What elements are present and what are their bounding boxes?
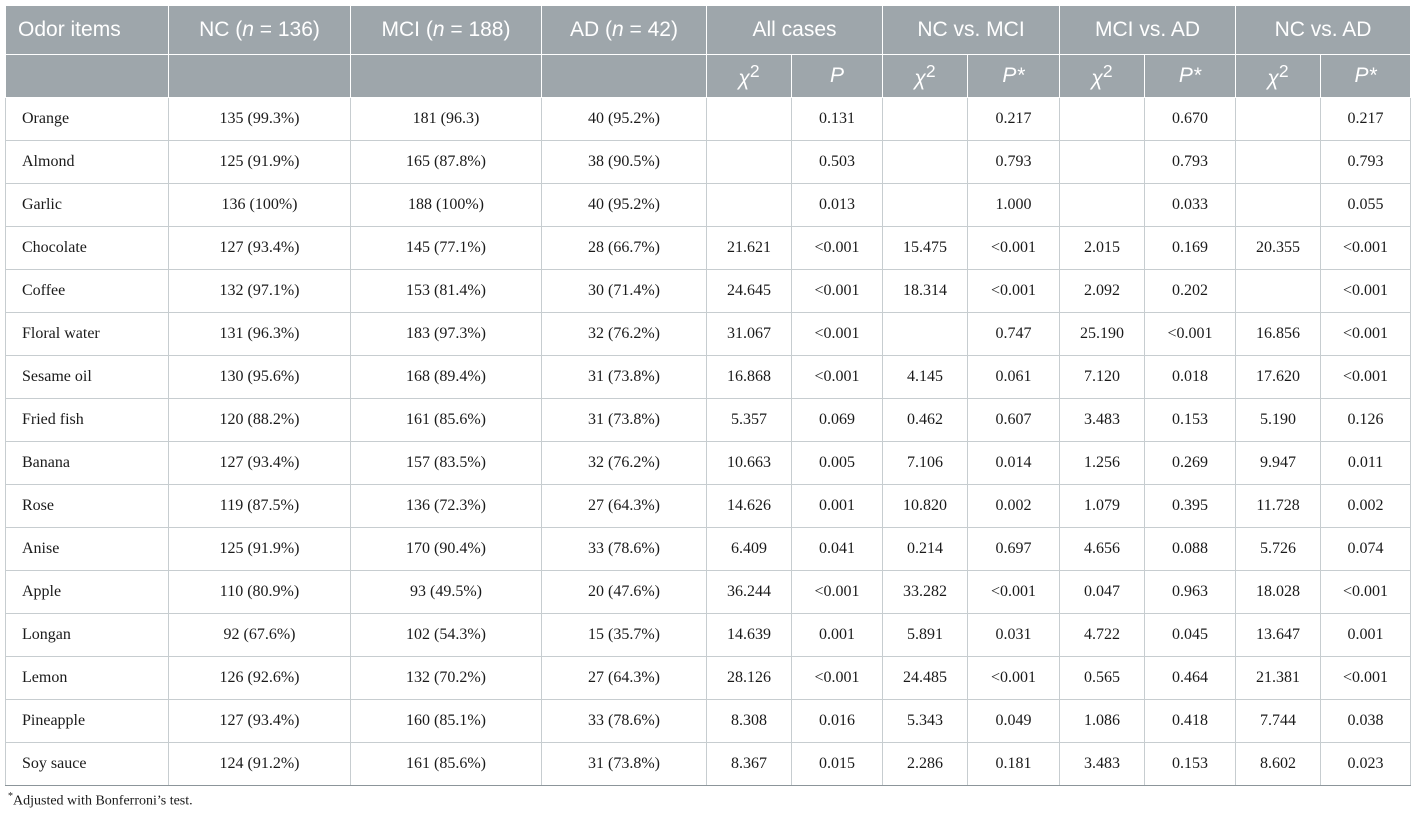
cell-mciad-p: 0.153 — [1145, 399, 1236, 442]
cell-ncmci-p: 0.049 — [968, 700, 1060, 743]
header-nc-vs-mci: NC vs. MCI — [883, 6, 1060, 55]
cell-ncad-p: <0.001 — [1321, 571, 1411, 614]
cell-item: Sesame oil — [6, 356, 169, 399]
cell-ncad-p: 0.023 — [1321, 743, 1411, 786]
table-row — [6, 356, 1411, 399]
footnote — [8, 791, 193, 810]
cell-all-p: 0.013 — [792, 184, 883, 227]
table-row — [6, 743, 1411, 786]
cell-ncmci-chi: 5.343 — [883, 700, 968, 743]
cell-mci: 165 (87.8%) — [351, 141, 542, 184]
cell-mciad-chi: 4.722 — [1060, 614, 1145, 657]
cell-ncad-chi: 11.728 — [1236, 485, 1321, 528]
cell-all-p: 0.016 — [792, 700, 883, 743]
header-mci-vs-ad: MCI vs. AD — [1060, 6, 1236, 55]
cell-item: Coffee — [6, 270, 169, 313]
cell-all-p: 0.131 — [792, 98, 883, 141]
cell-mciad-p: 0.018 — [1145, 356, 1236, 399]
cell-ad: 31 (73.8%) — [542, 356, 707, 399]
cell-nc: 126 (92.6%) — [169, 657, 351, 700]
cell-mci: 145 (77.1%) — [351, 227, 542, 270]
cell-item: Floral water — [6, 313, 169, 356]
table-row — [6, 313, 1411, 356]
table-row — [6, 399, 1411, 442]
cell-item: Orange — [6, 98, 169, 141]
cell-all-chi: 36.244 — [707, 571, 792, 614]
subheader-empty — [6, 55, 169, 98]
cell-ncmci-p: 0.793 — [968, 141, 1060, 184]
cell-ncad-chi: 5.726 — [1236, 528, 1321, 571]
cell-ncad-p: 0.793 — [1321, 141, 1411, 184]
cell-mci: 170 (90.4%) — [351, 528, 542, 571]
cell-item: Chocolate — [6, 227, 169, 270]
cell-ncad-p: <0.001 — [1321, 270, 1411, 313]
cell-all-chi: 16.868 — [707, 356, 792, 399]
cell-ncad-chi — [1236, 184, 1321, 227]
cell-mciad-chi: 1.086 — [1060, 700, 1145, 743]
cell-mciad-chi: 2.015 — [1060, 227, 1145, 270]
cell-ncad-p: 0.038 — [1321, 700, 1411, 743]
cell-item: Soy sauce — [6, 743, 169, 786]
cell-ad: 27 (64.3%) — [542, 485, 707, 528]
cell-mci: 160 (85.1%) — [351, 700, 542, 743]
cell-item: Rose — [6, 485, 169, 528]
cell-mciad-chi: 25.190 — [1060, 313, 1145, 356]
cell-mciad-p: 0.169 — [1145, 227, 1236, 270]
subheader-empty — [351, 55, 542, 98]
cell-ad: 31 (73.8%) — [542, 743, 707, 786]
cell-all-chi: 28.126 — [707, 657, 792, 700]
cell-item: Banana — [6, 442, 169, 485]
cell-ncmci-chi: 10.820 — [883, 485, 968, 528]
table-row — [6, 700, 1411, 743]
cell-ad: 32 (76.2%) — [542, 442, 707, 485]
cell-ad: 15 (35.7%) — [542, 614, 707, 657]
cell-nc: 135 (99.3%) — [169, 98, 351, 141]
cell-nc: 127 (93.4%) — [169, 442, 351, 485]
table-row — [6, 657, 1411, 700]
cell-ncad-chi: 7.744 — [1236, 700, 1321, 743]
cell-ncmci-p: 0.697 — [968, 528, 1060, 571]
cell-mciad-p: 0.395 — [1145, 485, 1236, 528]
cell-mciad-chi: 1.079 — [1060, 485, 1145, 528]
table-row — [6, 614, 1411, 657]
subheader-chi-square-mci-ad: $\chi^2$ — [1060, 55, 1145, 98]
table-header — [6, 6, 1411, 98]
cell-item: Apple — [6, 571, 169, 614]
cell-item: Pineapple — [6, 700, 169, 743]
cell-ncmci-chi: 18.314 — [883, 270, 968, 313]
cell-mciad-p: 0.464 — [1145, 657, 1236, 700]
cell-ad: 32 (76.2%) — [542, 313, 707, 356]
cell-mciad-p: 0.088 — [1145, 528, 1236, 571]
cell-ncad-p: <0.001 — [1321, 313, 1411, 356]
header-odor-items: Odor items — [6, 6, 169, 55]
header-nc-vs-ad: NC vs. AD — [1236, 6, 1411, 55]
cell-all-p: 0.001 — [792, 614, 883, 657]
subheader-empty — [542, 55, 707, 98]
cell-ad: 28 (66.7%) — [542, 227, 707, 270]
cell-ncad-chi — [1236, 98, 1321, 141]
cell-ncmci-chi: 15.475 — [883, 227, 968, 270]
subheader-empty — [169, 55, 351, 98]
cell-mciad-chi: 3.483 — [1060, 743, 1145, 786]
cell-ncmci-p: 0.607 — [968, 399, 1060, 442]
cell-all-chi: 5.357 — [707, 399, 792, 442]
cell-all-chi: 10.663 — [707, 442, 792, 485]
cell-all-chi: 31.067 — [707, 313, 792, 356]
table-row — [6, 528, 1411, 571]
subheader-chi-square-nc-mci: $\chi^2$ — [883, 55, 968, 98]
table-body — [6, 98, 1411, 786]
cell-ncad-p: 0.126 — [1321, 399, 1411, 442]
table-row — [6, 98, 1411, 141]
cell-all-p: 0.041 — [792, 528, 883, 571]
cell-ad: 33 (78.6%) — [542, 528, 707, 571]
cell-mci: 132 (70.2%) — [351, 657, 542, 700]
cell-mci: 168 (89.4%) — [351, 356, 542, 399]
cell-mciad-chi — [1060, 98, 1145, 141]
subheader-row — [6, 55, 1411, 98]
cell-mciad-chi: 1.256 — [1060, 442, 1145, 485]
table-row — [6, 270, 1411, 313]
cell-all-chi — [707, 184, 792, 227]
cell-ncad-chi: 9.947 — [1236, 442, 1321, 485]
cell-ncmci-p: 0.181 — [968, 743, 1060, 786]
cell-mci: 183 (97.3%) — [351, 313, 542, 356]
cell-nc: 127 (93.4%) — [169, 227, 351, 270]
cell-ncmci-p: 1.000 — [968, 184, 1060, 227]
cell-ncmci-chi: 2.286 — [883, 743, 968, 786]
cell-all-p: 0.069 — [792, 399, 883, 442]
cell-ncmci-chi — [883, 98, 968, 141]
cell-ncad-p: 0.055 — [1321, 184, 1411, 227]
table-row — [6, 227, 1411, 270]
cell-all-chi: 8.367 — [707, 743, 792, 786]
cell-ncad-p: 0.011 — [1321, 442, 1411, 485]
cell-nc: 120 (88.2%) — [169, 399, 351, 442]
cell-item: Almond — [6, 141, 169, 184]
cell-ncad-p: 0.001 — [1321, 614, 1411, 657]
cell-ad: 27 (64.3%) — [542, 657, 707, 700]
cell-ncad-chi: 16.856 — [1236, 313, 1321, 356]
cell-mciad-chi — [1060, 141, 1145, 184]
cell-ad: 38 (90.5%) — [542, 141, 707, 184]
header-row — [6, 6, 1411, 55]
cell-mciad-chi: 4.656 — [1060, 528, 1145, 571]
cell-ncad-p: <0.001 — [1321, 356, 1411, 399]
cell-mciad-chi: 7.120 — [1060, 356, 1145, 399]
cell-all-chi — [707, 98, 792, 141]
cell-ncmci-chi — [883, 141, 968, 184]
subheader-p-adjusted-mci-ad: P* — [1145, 55, 1236, 98]
cell-ncad-chi: 13.647 — [1236, 614, 1321, 657]
cell-all-p: 0.001 — [792, 485, 883, 528]
subheader-p-all: P — [792, 55, 883, 98]
header-mci: MCI (n = 188) — [351, 6, 542, 55]
cell-ncmci-chi: 24.485 — [883, 657, 968, 700]
subheader-chi-square-all: $\chi^2$ — [707, 55, 792, 98]
cell-nc: 127 (93.4%) — [169, 700, 351, 743]
cell-item: Anise — [6, 528, 169, 571]
cell-item: Lemon — [6, 657, 169, 700]
cell-ad: 40 (95.2%) — [542, 98, 707, 141]
cell-mciad-p: 0.418 — [1145, 700, 1236, 743]
cell-all-chi: 24.645 — [707, 270, 792, 313]
cell-all-chi — [707, 141, 792, 184]
cell-ncmci-p: 0.061 — [968, 356, 1060, 399]
cell-mciad-p: 0.033 — [1145, 184, 1236, 227]
subheader-p-adjusted-nc-mci: P* — [968, 55, 1060, 98]
cell-item: Fried fish — [6, 399, 169, 442]
cell-nc: 125 (91.9%) — [169, 528, 351, 571]
header-all-cases: All cases — [707, 6, 883, 55]
cell-mci: 153 (81.4%) — [351, 270, 542, 313]
cell-mciad-p: 0.202 — [1145, 270, 1236, 313]
cell-all-chi: 14.639 — [707, 614, 792, 657]
cell-ncad-chi: 17.620 — [1236, 356, 1321, 399]
cell-ncmci-p: <0.001 — [968, 657, 1060, 700]
cell-mciad-chi — [1060, 184, 1145, 227]
table-row — [6, 184, 1411, 227]
cell-ad: 40 (95.2%) — [542, 184, 707, 227]
cell-nc: 132 (97.1%) — [169, 270, 351, 313]
cell-mciad-chi: 0.565 — [1060, 657, 1145, 700]
cell-ncad-p: <0.001 — [1321, 657, 1411, 700]
subheader-chi-square-nc-ad: $\chi^2$ — [1236, 55, 1321, 98]
header-nc: NC (n = 136) — [169, 6, 351, 55]
cell-item: Garlic — [6, 184, 169, 227]
cell-mci: 161 (85.6%) — [351, 399, 542, 442]
subheader-p-adjusted-nc-ad: P* — [1321, 55, 1411, 98]
cell-ncmci-chi — [883, 313, 968, 356]
cell-ad: 31 (73.8%) — [542, 399, 707, 442]
table-row — [6, 442, 1411, 485]
cell-ad: 30 (71.4%) — [542, 270, 707, 313]
cell-ncmci-chi: 5.891 — [883, 614, 968, 657]
cell-ncmci-chi: 4.145 — [883, 356, 968, 399]
cell-ncmci-p: <0.001 — [968, 571, 1060, 614]
cell-ncmci-p: <0.001 — [968, 270, 1060, 313]
cell-ncad-p: <0.001 — [1321, 227, 1411, 270]
cell-all-chi: 14.626 — [707, 485, 792, 528]
cell-nc: 92 (67.6%) — [169, 614, 351, 657]
cell-all-p: <0.001 — [792, 657, 883, 700]
header-ad: AD (n = 42) — [542, 6, 707, 55]
cell-ncad-p: 0.074 — [1321, 528, 1411, 571]
cell-all-p: <0.001 — [792, 356, 883, 399]
cell-ncmci-p: 0.747 — [968, 313, 1060, 356]
cell-all-p: 0.015 — [792, 743, 883, 786]
cell-all-chi: 21.621 — [707, 227, 792, 270]
cell-mciad-p: 0.963 — [1145, 571, 1236, 614]
cell-all-p: <0.001 — [792, 270, 883, 313]
footnote-text: Adjusted with Bonferroni’s test. — [13, 793, 193, 809]
cell-ncad-p: 0.002 — [1321, 485, 1411, 528]
cell-mciad-chi: 2.092 — [1060, 270, 1145, 313]
cell-mciad-p: 0.793 — [1145, 141, 1236, 184]
cell-mci: 157 (83.5%) — [351, 442, 542, 485]
cell-ncmci-p: 0.031 — [968, 614, 1060, 657]
odor-items-table — [5, 5, 1411, 786]
cell-item: Longan — [6, 614, 169, 657]
cell-ncmci-p: 0.014 — [968, 442, 1060, 485]
cell-mciad-p: 0.045 — [1145, 614, 1236, 657]
cell-nc: 125 (91.9%) — [169, 141, 351, 184]
cell-ad: 33 (78.6%) — [542, 700, 707, 743]
table-row — [6, 485, 1411, 528]
cell-all-p: 0.503 — [792, 141, 883, 184]
cell-mciad-p: 0.153 — [1145, 743, 1236, 786]
cell-ncmci-chi: 33.282 — [883, 571, 968, 614]
table-row — [6, 571, 1411, 614]
cell-ncmci-chi: 0.214 — [883, 528, 968, 571]
cell-ncad-chi: 5.190 — [1236, 399, 1321, 442]
cell-mciad-p: 0.269 — [1145, 442, 1236, 485]
cell-mci: 136 (72.3%) — [351, 485, 542, 528]
cell-nc: 131 (96.3%) — [169, 313, 351, 356]
cell-ncad-p: 0.217 — [1321, 98, 1411, 141]
cell-nc: 110 (80.9%) — [169, 571, 351, 614]
cell-ncmci-chi: 7.106 — [883, 442, 968, 485]
cell-nc: 136 (100%) — [169, 184, 351, 227]
cell-ncmci-p: <0.001 — [968, 227, 1060, 270]
footnote-mark: * — [8, 791, 13, 802]
cell-nc: 124 (91.2%) — [169, 743, 351, 786]
cell-mci: 188 (100%) — [351, 184, 542, 227]
cell-ncmci-chi — [883, 184, 968, 227]
cell-nc: 130 (95.6%) — [169, 356, 351, 399]
cell-ncad-chi: 21.381 — [1236, 657, 1321, 700]
cell-ncmci-p: 0.217 — [968, 98, 1060, 141]
cell-ncad-chi — [1236, 270, 1321, 313]
cell-nc: 119 (87.5%) — [169, 485, 351, 528]
table-row — [6, 141, 1411, 184]
cell-all-p: <0.001 — [792, 313, 883, 356]
cell-ad: 20 (47.6%) — [542, 571, 707, 614]
cell-mciad-chi: 0.047 — [1060, 571, 1145, 614]
cell-mci: 181 (96.3) — [351, 98, 542, 141]
cell-mciad-chi: 3.483 — [1060, 399, 1145, 442]
cell-all-p: <0.001 — [792, 571, 883, 614]
cell-mci: 161 (85.6%) — [351, 743, 542, 786]
cell-mciad-p: 0.670 — [1145, 98, 1236, 141]
cell-all-chi: 8.308 — [707, 700, 792, 743]
cell-ncad-chi: 18.028 — [1236, 571, 1321, 614]
cell-ncad-chi — [1236, 141, 1321, 184]
cell-ncmci-p: 0.002 — [968, 485, 1060, 528]
cell-ncad-chi: 8.602 — [1236, 743, 1321, 786]
cell-ncad-chi: 20.355 — [1236, 227, 1321, 270]
cell-all-p: <0.001 — [792, 227, 883, 270]
cell-mciad-p: <0.001 — [1145, 313, 1236, 356]
cell-mci: 102 (54.3%) — [351, 614, 542, 657]
cell-mci: 93 (49.5%) — [351, 571, 542, 614]
cell-ncmci-chi: 0.462 — [883, 399, 968, 442]
cell-all-chi: 6.409 — [707, 528, 792, 571]
cell-all-p: 0.005 — [792, 442, 883, 485]
